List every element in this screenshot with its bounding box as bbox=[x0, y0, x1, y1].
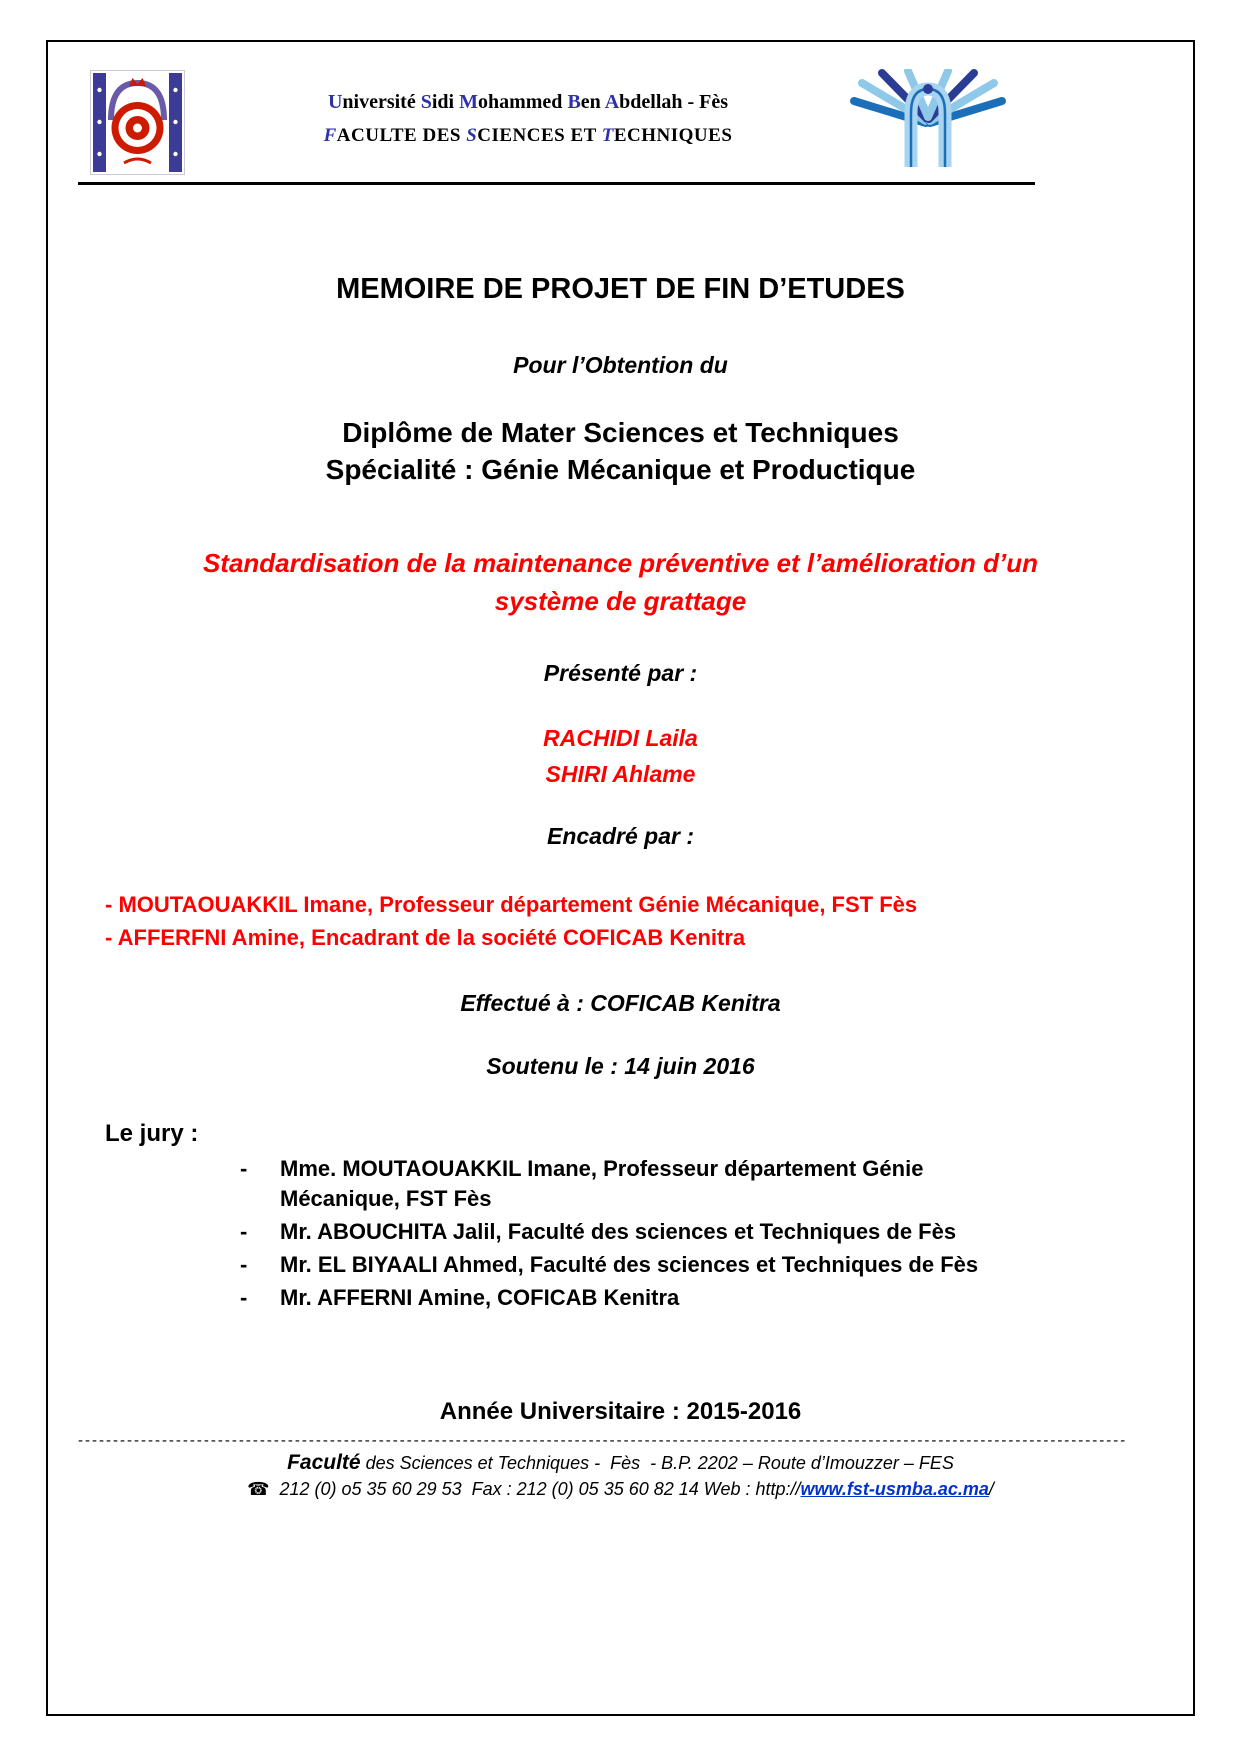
author-name: RACHIDI Laila bbox=[543, 725, 698, 752]
jury-item bbox=[240, 1283, 1163, 1314]
faculty-initial: S bbox=[466, 125, 478, 146]
university-initial: S bbox=[420, 91, 432, 113]
university-word: ohammed bbox=[477, 91, 568, 113]
footer-contact-slash: / bbox=[988, 1478, 994, 1499]
footer-contact-line bbox=[78, 1479, 1163, 1500]
jury-item bbox=[240, 1154, 1163, 1216]
website-link[interactable]: www.fst-usmba.ac.ma bbox=[800, 1478, 989, 1499]
presented-by-label: Présenté par : bbox=[543, 660, 698, 687]
thesis-subject-line-1: Standardisation de la maintenance préventive et l’amélioration d’un bbox=[202, 547, 1039, 578]
university-word: niversité bbox=[342, 91, 421, 113]
university-name bbox=[228, 91, 828, 114]
university-word: bdellah bbox=[619, 91, 683, 113]
academic-year-line: Année Universitaire : 2015-2016 bbox=[439, 1397, 802, 1425]
advisor-line: - AFFERFNI Amine, Encadrant de la société COFICAB Kenitra bbox=[105, 924, 746, 950]
jury-list bbox=[240, 1154, 1163, 1314]
university-city: - Fès bbox=[682, 91, 729, 113]
faculty-initial: F bbox=[323, 125, 337, 146]
university-initial: A bbox=[604, 91, 620, 113]
jury-member: Mme. MOUTAOUAKKIL Imane, Professeur département Génie Mécanique, FST Fès bbox=[280, 1155, 924, 1212]
faculty-name bbox=[228, 125, 828, 147]
thesis-subject bbox=[78, 545, 1163, 620]
jury-item-marker: - bbox=[240, 1155, 248, 1181]
defended-on-line: Soutenu le : 14 juin 2016 bbox=[486, 1052, 755, 1079]
university-initial: M bbox=[459, 91, 478, 113]
diploma-line-2: Spécialité : Génie Mécanique et Productique bbox=[325, 453, 916, 485]
diploma-block bbox=[78, 415, 1163, 489]
carried-out-at-line: Effectué à : COFICAB Kenitra bbox=[460, 989, 781, 1016]
university-word: en bbox=[580, 91, 605, 113]
footer-address-text: des Sciences et Techniques - Fès - B.P. 2202 – Route d’Imouzzer – FES bbox=[360, 1452, 954, 1473]
page-border-frame bbox=[46, 40, 1195, 1716]
footer-contact-text: 212 (0) o5 35 60 29 53 Fax : 212 (0) 05 35 60 82 14 Web : http:// bbox=[269, 1478, 801, 1499]
footer-dashed-separator: ------------------------------------------------------------------------------------------------------------------------------------------------------ bbox=[78, 1431, 1128, 1449]
jury-member: Mr. ABOUCHITA Jalil, Faculté des sciences et Techniques de Fès bbox=[280, 1219, 957, 1245]
memoire-title: MEMOIRE DE PROJET DE FIN D’ETUDES bbox=[336, 273, 905, 305]
jury-item-marker: - bbox=[240, 1219, 248, 1245]
header-divider bbox=[78, 182, 1035, 185]
university-word: idi bbox=[431, 91, 460, 113]
fst-wings-icon bbox=[848, 69, 1008, 169]
jury-member: Mr. EL BIYAALI Ahmed, Faculté des sciences et Techniques de Fès bbox=[280, 1251, 979, 1277]
jury-item-marker: - bbox=[240, 1251, 248, 1277]
thesis-subject-line-2: système de grattage bbox=[494, 585, 747, 616]
phone-icon: ☎ bbox=[247, 1478, 270, 1499]
header bbox=[78, 67, 1163, 179]
author-name: SHIRI Ahlame bbox=[545, 760, 696, 787]
jury-item bbox=[240, 1250, 1163, 1281]
faculty-word: ACULTE DES bbox=[336, 125, 467, 146]
jury-item bbox=[240, 1217, 1163, 1248]
advisors-block bbox=[105, 888, 1163, 954]
usmba-logo bbox=[90, 70, 185, 175]
footer-faculty-word: Faculté bbox=[287, 1450, 361, 1474]
faculty-initial: T bbox=[601, 125, 614, 146]
university-initial: B bbox=[567, 91, 581, 113]
usmba-emblem-icon bbox=[90, 70, 185, 175]
footer-address-line bbox=[78, 1451, 1163, 1475]
fst-logo bbox=[848, 69, 1008, 169]
faculty-word: CIENCES ET bbox=[477, 125, 602, 146]
jury-label: Le jury : bbox=[105, 1119, 199, 1147]
header-text bbox=[228, 91, 828, 147]
advisor-line: - MOUTAOUAKKIL Imane, Professeur département Génie Mécanique, FST Fès bbox=[105, 891, 918, 917]
authors-block bbox=[78, 721, 1163, 792]
university-initial: U bbox=[327, 91, 343, 113]
obtention-subtitle: Pour l’Obtention du bbox=[513, 352, 728, 378]
supervised-by-label: Encadré par : bbox=[547, 822, 694, 849]
jury-member: Mr. AFFERNI Amine, COFICAB Kenitra bbox=[280, 1284, 680, 1310]
faculty-word: ECHNIQUES bbox=[613, 125, 733, 146]
jury-item-marker: - bbox=[240, 1284, 248, 1310]
diploma-line-1: Diplôme de Mater Sciences et Techniques bbox=[342, 417, 899, 448]
